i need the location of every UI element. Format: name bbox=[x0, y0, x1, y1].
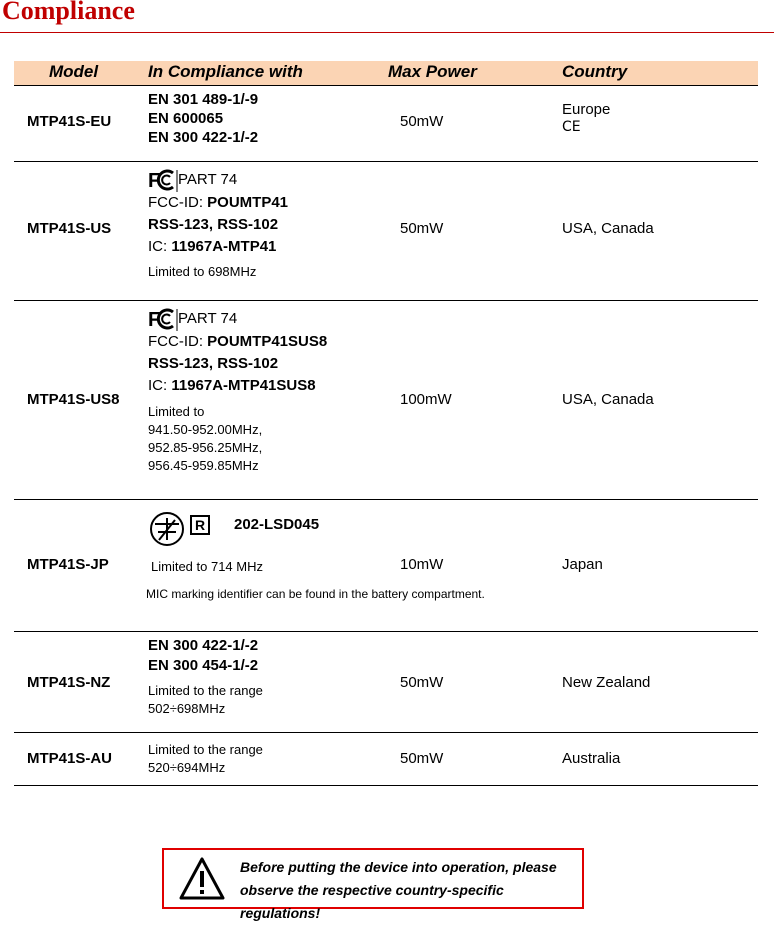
ic-line bbox=[148, 236, 288, 258]
limit-text: Limited to bbox=[148, 404, 205, 419]
fcc-logo-icon bbox=[148, 168, 178, 192]
fcc-id: POUMTP41SUS8 bbox=[207, 333, 328, 350]
warning-triangle-icon bbox=[178, 856, 226, 902]
limit-text: Limited to the range bbox=[148, 742, 263, 757]
mic-note-text: MIC marking identifier can be found in the battery compartment. bbox=[146, 587, 485, 601]
fcc-label: FCC-ID: bbox=[148, 333, 208, 350]
jp-mark-line bbox=[148, 510, 568, 550]
standard-text: EN 600065 bbox=[148, 110, 224, 127]
header-max-power: Max Power bbox=[388, 62, 477, 81]
table-row-us8 bbox=[14, 301, 758, 500]
model-cell: MTP41S-EU bbox=[27, 113, 112, 130]
part-line bbox=[148, 307, 327, 331]
power-cell: 50mW bbox=[400, 750, 444, 767]
limit-text: Limited to 698MHz bbox=[148, 264, 257, 279]
ic-id: 11967A-MTP41SUS8 bbox=[171, 377, 316, 394]
fcc-label: FCC-ID: bbox=[148, 194, 208, 211]
country-cell: USA, Canada bbox=[562, 391, 654, 408]
table-header bbox=[14, 61, 758, 86]
warning-text bbox=[240, 856, 582, 925]
warning-line-1: Before putting the device into operation, please bbox=[240, 859, 557, 875]
fcc-logo-icon bbox=[148, 307, 178, 331]
power-cell: 50mW bbox=[400, 113, 444, 130]
power-cell: 10mW bbox=[400, 556, 444, 573]
model-cell: MTP41S-JP bbox=[27, 556, 109, 573]
ic-label: IC: bbox=[148, 377, 172, 394]
limit-text: Limited to the range bbox=[148, 683, 263, 698]
warning-box bbox=[162, 848, 584, 921]
model-cell: MTP41S-US bbox=[27, 220, 112, 237]
japan-giteki-mark-icon bbox=[148, 510, 188, 548]
part-line bbox=[148, 168, 288, 192]
model-cell: MTP41S-NZ bbox=[27, 674, 111, 691]
ce-mark-icon: CE bbox=[562, 119, 581, 135]
part-text: PART 74 bbox=[178, 309, 238, 327]
fcc-line bbox=[148, 331, 327, 353]
ic-id: 11967A-MTP41 bbox=[171, 238, 277, 255]
limit-text: 502÷698MHz bbox=[148, 701, 226, 716]
country-cell: New Zealand bbox=[562, 674, 651, 691]
compliance-cell bbox=[148, 307, 327, 475]
compliance-cell bbox=[148, 636, 263, 718]
limit-text: 941.50-952.00MHz, bbox=[148, 422, 263, 437]
power-cell: 50mW bbox=[400, 674, 444, 691]
limit-text: Limited to 714 MHz bbox=[151, 559, 263, 574]
header-compliance: In Compliance with bbox=[148, 62, 303, 81]
table-row-jp bbox=[14, 500, 758, 632]
svg-text:F: F bbox=[148, 309, 161, 331]
rss-line: RSS-123, RSS-102 bbox=[148, 216, 279, 233]
compliance-cell bbox=[148, 168, 288, 281]
compliance-cell bbox=[148, 741, 263, 777]
compliance-cell bbox=[148, 90, 258, 147]
country-cell: Australia bbox=[562, 750, 621, 767]
country-cell: Japan bbox=[562, 556, 603, 573]
warning-line-2: observe the respective country-specific regulations! bbox=[240, 882, 504, 921]
table-row-eu bbox=[14, 86, 758, 162]
svg-text:F: F bbox=[148, 170, 161, 192]
page-title: Compliance bbox=[2, 0, 135, 25]
limit-text: 956.45-959.85MHz bbox=[148, 458, 259, 473]
country-cell: USA, Canada bbox=[562, 220, 654, 237]
standard-text: EN 301 489-1/-9 bbox=[148, 91, 259, 108]
fcc-line bbox=[148, 192, 288, 214]
cert-id-text: 202-LSD045 bbox=[234, 516, 320, 533]
title-divider bbox=[0, 32, 774, 33]
country-text: Europe bbox=[562, 101, 611, 118]
standard-text: EN 300 422-1/-2 bbox=[148, 129, 259, 146]
table-row-au bbox=[14, 733, 758, 786]
compliance-cell bbox=[148, 510, 568, 603]
r-mark-icon: R bbox=[190, 515, 210, 535]
ic-line bbox=[148, 375, 327, 397]
power-cell: 50mW bbox=[400, 220, 444, 237]
model-cell: MTP41S-AU bbox=[27, 750, 113, 767]
model-cell: MTP41S-US8 bbox=[27, 391, 120, 408]
header-model: Model bbox=[49, 62, 99, 81]
part-text: PART 74 bbox=[178, 170, 238, 188]
ic-label: IC: bbox=[148, 238, 172, 255]
power-cell: 100mW bbox=[400, 391, 452, 408]
header-country: Country bbox=[562, 62, 628, 81]
rss-line: RSS-123, RSS-102 bbox=[148, 355, 279, 372]
limit-text: 520÷694MHz bbox=[148, 760, 226, 775]
limit-text: 952.85-956.25MHz, bbox=[148, 440, 263, 455]
standard-text: EN 300 454-1/-2 bbox=[148, 657, 259, 674]
fcc-id: POUMTP41 bbox=[207, 194, 289, 211]
table-row-nz bbox=[14, 632, 758, 733]
country-cell bbox=[562, 101, 610, 135]
standard-text: EN 300 422-1/-2 bbox=[148, 637, 259, 654]
table-row-us bbox=[14, 162, 758, 301]
